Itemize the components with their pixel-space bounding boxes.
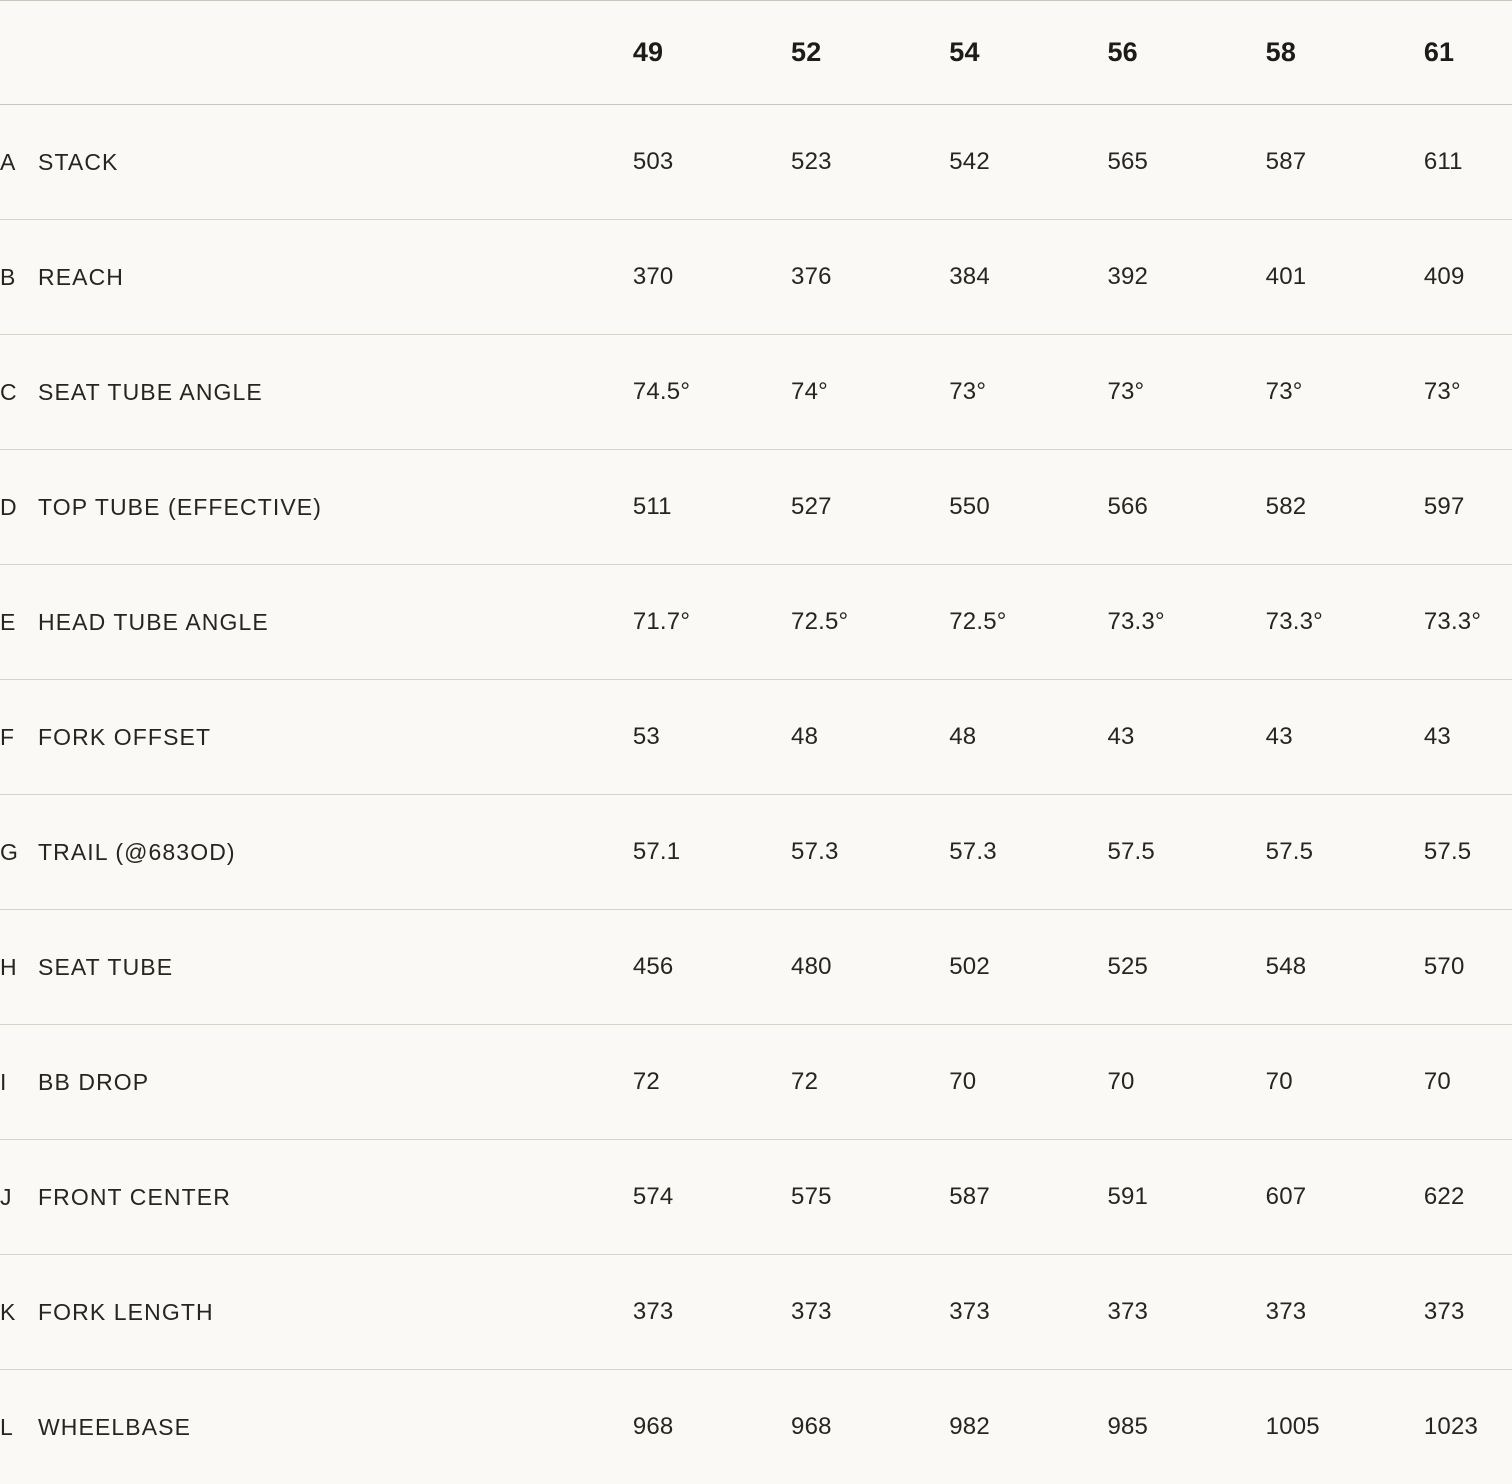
cell-value: 73.3°	[1424, 565, 1512, 680]
row-label-cell	[0, 1025, 633, 1140]
cell-value: 550	[949, 450, 1107, 565]
row-letter: E	[0, 609, 38, 636]
row-name: FRONT CENTER	[38, 1184, 231, 1211]
column-header-size-54: 54	[949, 0, 1107, 105]
cell-value: 72.5°	[791, 565, 949, 680]
cell-value: 392	[1107, 220, 1265, 335]
row-name: REACH	[38, 264, 124, 291]
row-letter: G	[0, 839, 38, 866]
cell-value: 373	[949, 1255, 1107, 1370]
cell-value: 548	[1266, 910, 1424, 1025]
cell-value: 73°	[949, 335, 1107, 450]
cell-value: 373	[1424, 1255, 1512, 1370]
row-name: HEAD TUBE ANGLE	[38, 609, 269, 636]
row-label-cell	[0, 105, 633, 220]
cell-value: 511	[633, 450, 791, 565]
row-name: FORK OFFSET	[38, 724, 211, 751]
cell-value: 70	[1107, 1025, 1265, 1140]
cell-value: 43	[1107, 680, 1265, 795]
row-name: WHEELBASE	[38, 1414, 191, 1441]
row-letter: L	[0, 1414, 38, 1441]
cell-value: 409	[1424, 220, 1512, 335]
cell-value: 968	[791, 1370, 949, 1484]
table-row	[0, 1140, 1512, 1255]
table-row	[0, 910, 1512, 1025]
cell-value: 502	[949, 910, 1107, 1025]
column-header-size-49: 49	[633, 0, 791, 105]
cell-value: 587	[1266, 105, 1424, 220]
row-label-cell	[0, 220, 633, 335]
table-row	[0, 335, 1512, 450]
table-row	[0, 1025, 1512, 1140]
cell-value: 57.5	[1107, 795, 1265, 910]
row-name: STACK	[38, 149, 118, 176]
cell-value: 982	[949, 1370, 1107, 1484]
cell-value: 74.5°	[633, 335, 791, 450]
cell-value: 968	[633, 1370, 791, 1484]
table-row	[0, 450, 1512, 565]
cell-value: 57.1	[633, 795, 791, 910]
cell-value: 525	[1107, 910, 1265, 1025]
cell-value: 48	[791, 680, 949, 795]
cell-value: 1023	[1424, 1370, 1512, 1484]
cell-value: 591	[1107, 1140, 1265, 1255]
row-name: BB DROP	[38, 1069, 149, 1096]
column-header-size-61: 61	[1424, 0, 1512, 105]
row-letter: J	[0, 1184, 38, 1211]
cell-value: 73.3°	[1107, 565, 1265, 680]
cell-value: 373	[791, 1255, 949, 1370]
cell-value: 566	[1107, 450, 1265, 565]
cell-value: 376	[791, 220, 949, 335]
cell-value: 72	[791, 1025, 949, 1140]
cell-value: 574	[633, 1140, 791, 1255]
cell-value: 57.5	[1424, 795, 1512, 910]
cell-value: 43	[1424, 680, 1512, 795]
cell-value: 523	[791, 105, 949, 220]
cell-value: 384	[949, 220, 1107, 335]
cell-value: 43	[1266, 680, 1424, 795]
table-row	[0, 105, 1512, 220]
cell-value: 72.5°	[949, 565, 1107, 680]
cell-value: 73°	[1424, 335, 1512, 450]
row-label-cell	[0, 335, 633, 450]
cell-value: 401	[1266, 220, 1424, 335]
row-label-cell	[0, 1140, 633, 1255]
cell-value: 57.3	[791, 795, 949, 910]
cell-value: 611	[1424, 105, 1512, 220]
column-header-measurement	[0, 0, 633, 105]
row-label-cell	[0, 565, 633, 680]
table-body	[0, 105, 1512, 1484]
column-header-size-52: 52	[791, 0, 949, 105]
cell-value: 985	[1107, 1370, 1265, 1484]
row-label-cell	[0, 910, 633, 1025]
row-label-cell	[0, 795, 633, 910]
cell-value: 575	[791, 1140, 949, 1255]
cell-value: 48	[949, 680, 1107, 795]
cell-value: 587	[949, 1140, 1107, 1255]
cell-value: 373	[1266, 1255, 1424, 1370]
table-row	[0, 565, 1512, 680]
row-name: TRAIL (@683OD)	[38, 839, 236, 866]
table-top-rule	[0, 0, 1512, 1]
cell-value: 74°	[791, 335, 949, 450]
cell-value: 480	[791, 910, 949, 1025]
cell-value: 70	[1266, 1025, 1424, 1140]
row-letter: K	[0, 1299, 38, 1326]
cell-value: 73.3°	[1266, 565, 1424, 680]
row-label-cell	[0, 680, 633, 795]
cell-value: 456	[633, 910, 791, 1025]
table-row	[0, 1255, 1512, 1370]
cell-value: 565	[1107, 105, 1265, 220]
table-row	[0, 795, 1512, 910]
cell-value: 503	[633, 105, 791, 220]
cell-value: 582	[1266, 450, 1424, 565]
row-letter: D	[0, 494, 38, 521]
column-header-size-58: 58	[1266, 0, 1424, 105]
row-name: SEAT TUBE ANGLE	[38, 379, 263, 406]
cell-value: 70	[1424, 1025, 1512, 1140]
cell-value: 597	[1424, 450, 1512, 565]
cell-value: 607	[1266, 1140, 1424, 1255]
cell-value: 73°	[1266, 335, 1424, 450]
cell-value: 70	[949, 1025, 1107, 1140]
cell-value: 370	[633, 220, 791, 335]
cell-value: 57.5	[1266, 795, 1424, 910]
row-letter: F	[0, 724, 38, 751]
table-header-row	[0, 0, 1512, 105]
table-header	[0, 0, 1512, 105]
cell-value: 373	[633, 1255, 791, 1370]
row-label-cell	[0, 1255, 633, 1370]
row-letter: C	[0, 379, 38, 406]
cell-value: 570	[1424, 910, 1512, 1025]
cell-value: 53	[633, 680, 791, 795]
cell-value: 622	[1424, 1140, 1512, 1255]
row-letter: B	[0, 264, 38, 291]
cell-value: 71.7°	[633, 565, 791, 680]
row-letter: I	[0, 1069, 38, 1096]
row-label-cell	[0, 1370, 633, 1484]
cell-value: 542	[949, 105, 1107, 220]
cell-value: 57.3	[949, 795, 1107, 910]
cell-value: 1005	[1266, 1370, 1424, 1484]
row-letter: A	[0, 149, 38, 176]
cell-value: 373	[1107, 1255, 1265, 1370]
row-letter: H	[0, 954, 38, 981]
column-header-size-56: 56	[1107, 0, 1265, 105]
table-row	[0, 220, 1512, 335]
row-name: FORK LENGTH	[38, 1299, 214, 1326]
cell-value: 527	[791, 450, 949, 565]
row-name: SEAT TUBE	[38, 954, 173, 981]
row-label-cell	[0, 450, 633, 565]
cell-value: 73°	[1107, 335, 1265, 450]
row-name: TOP TUBE (EFFECTIVE)	[38, 494, 322, 521]
table-row	[0, 680, 1512, 795]
cell-value: 72	[633, 1025, 791, 1140]
table-row	[0, 1370, 1512, 1484]
